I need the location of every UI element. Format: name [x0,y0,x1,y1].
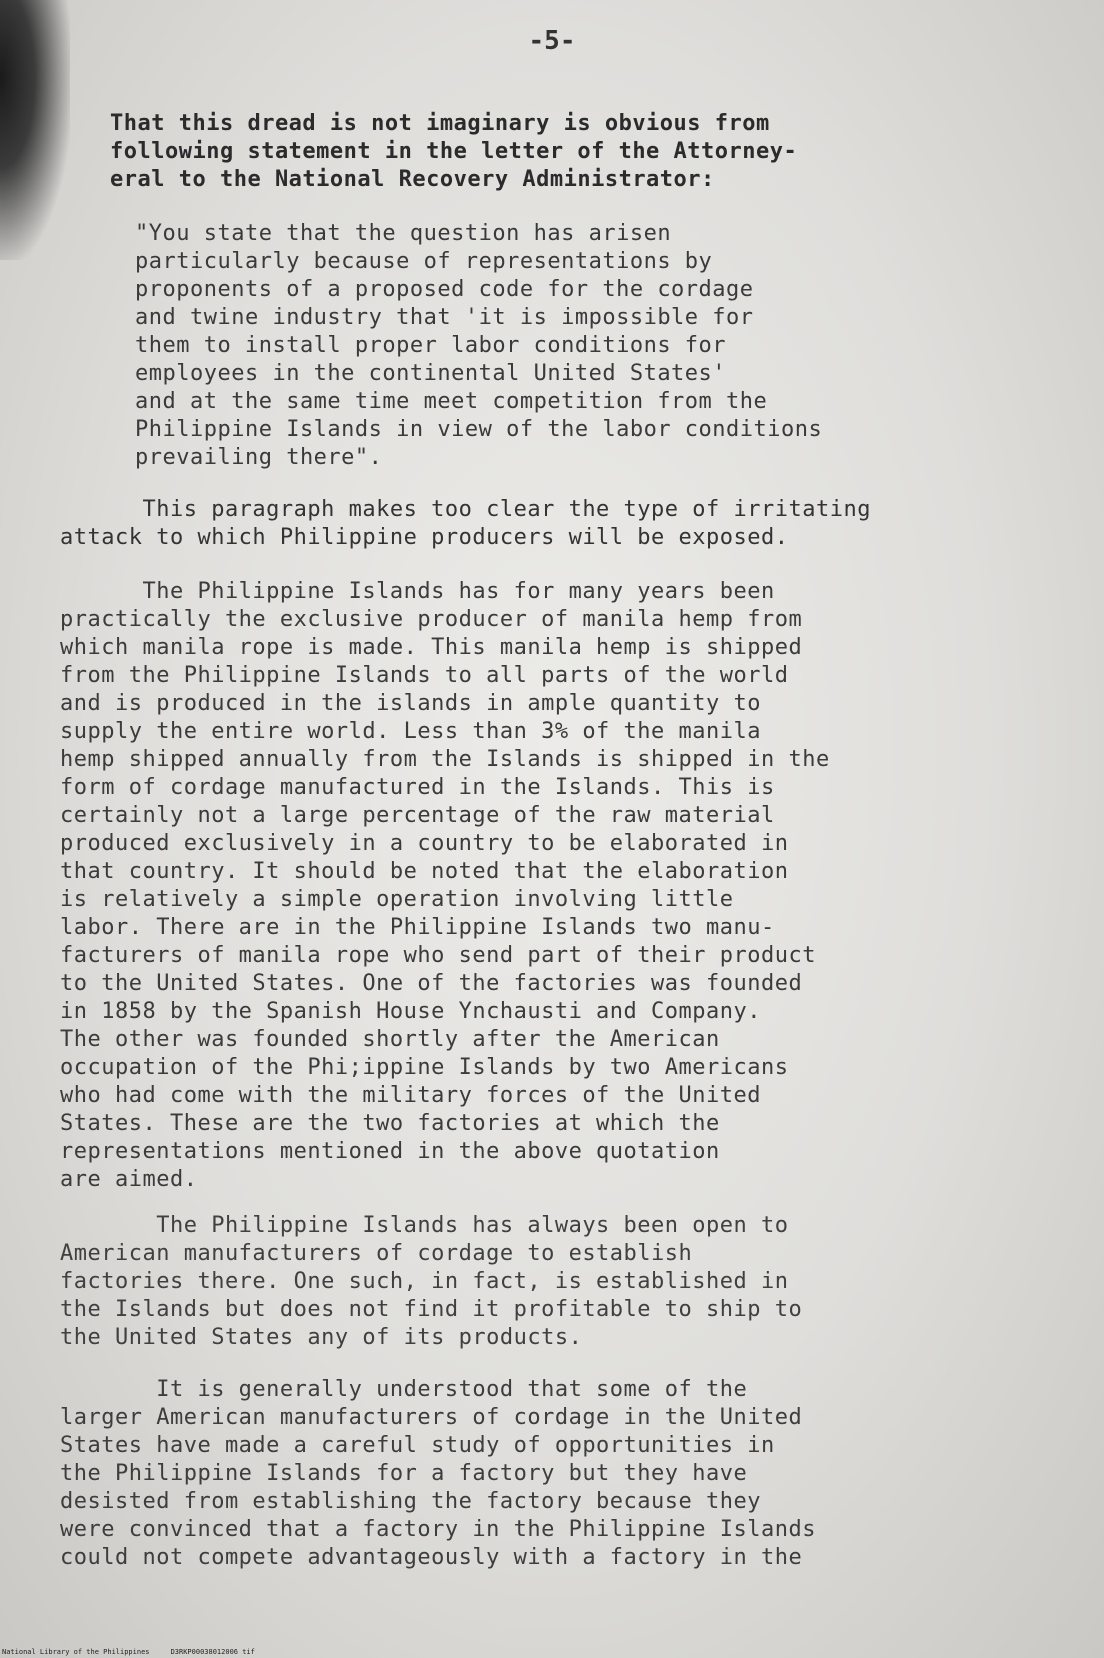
block-quote: "You state that the question has arisen particularly because of representations by proponents of a proposed code for the cordage and twine industry that 'it is impossible for them to install proper labor conditions for employees in the continental United States' and at the same time meet competition from the Philippine Islands in view of the labor conditions prevailing there". [135,221,823,470]
paragraph-intro: That this dread is not imaginary is obvious from following statement in the letter of the Attorney- eral to the National Recovery Administrator: [110,111,798,192]
paragraph-irritating-attack: This paragraph makes too clear the type of irritating attack to which Philippine producers will be exposed. [60,497,871,550]
paragraph-manila-hemp: The Philippine Islands has for many years been practically the exclusive producer of manila hemp from which manila rope is made. This manila hemp is shipped from the Philippine Islands to all parts of the world and is produced in the islands in ample quantity to supply the entire world. Less than 3% of the manila hemp shipped annually from the Islands is shipped in the form of cordage manufactured in the Islands. This is certainly not a large percentage of the raw material produced exclusively in a country to be elaborated in that country. It should be noted that the elaboration is relatively a simple operation involving little labor. There are in the Philippine Islands two manu- facturers of manila rope who send part of their product to the United States. One of the factories was founded in 1858 by the Spanish House Ynchausti and Company. The other was founded shortly after the American occupation of the Phi;ippine Islands by two Americans who had come with the military forces of the United States. These are the two factories at which the representations mentioned in the above quotation are aimed. [60,579,830,1192]
paragraph-open-to-manufacturers: The Philippine Islands has always been open to American manufacturers of cordage to establish factories there. One such, in fact, is established in the Islands but does not find it profitable to ship to the United States any of its products. [60,1213,803,1350]
archive-footer: National Library of the Philippines D3RKP00038012006 tif [2,1648,255,1656]
page-number: -5- [528,26,576,56]
paragraph-generally-understood: It is generally understood that some of the larger American manufacturers of cordage in the United States have made a careful study of opportunities in the Philippine Islands for a factory but they have desisted from establishing the factory because they were convinced that a factory in the Philippine Islands could not compete advantageously with a factory in the [60,1377,816,1570]
